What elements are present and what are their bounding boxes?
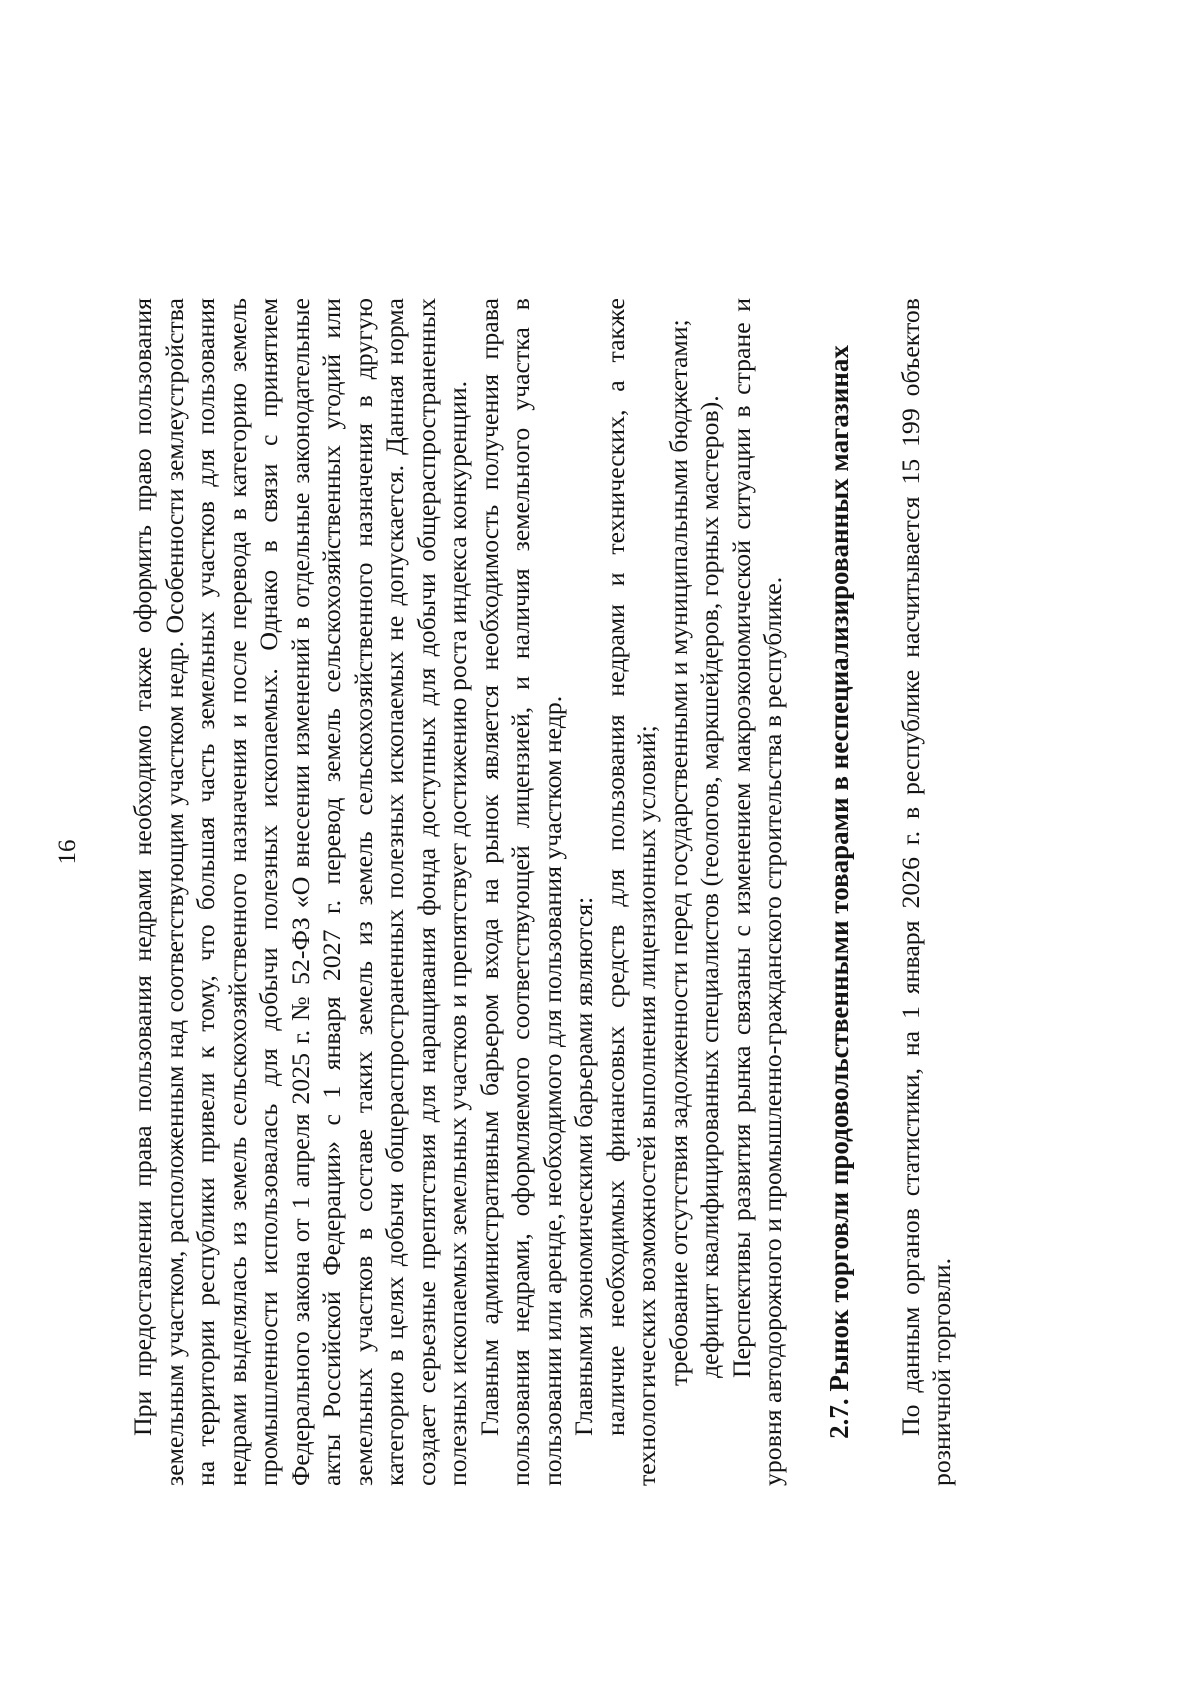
page-number: 16 — [54, 839, 81, 865]
list-item-specialist-shortage: дефицит квалифицированных специалистов (геологов, маркшейдеров, горных мастеров). — [695, 395, 724, 1378]
list-item-no-debt: требование отсутствия задолженности перед государственными и муниципальными бюджетами; — [663, 319, 693, 1386]
section-heading: 2.7. Рынок торговли продовольственными товарами в неспециализированных магазинах — [823, 345, 854, 1439]
paragraph-administrative-barrier: Главным административным барьером входа на рынок является необходимость получения права пользования недрами, оформляемого соответствующей лицензией, и наличия земельного участка в пользовании или аренде, необходимого для пользования участком недр. — [474, 298, 567, 1486]
paragraph-economic-barriers-intro: Главными экономическими барьерами являются: — [569, 896, 598, 1436]
paragraph-retail-statistics: По данным органов статистики, на 1 января 2026 г. в республике насчитывается 15 199 объектов розничной торговли. — [895, 298, 956, 1486]
page-content — [127, 298, 958, 1486]
paragraph-market-prospects: Перспективы развития рынка связаны с изменением макроэкономической ситуации в стране и уровня автодорожного и промышленно-гражданского строительства в республике. — [726, 298, 787, 1486]
list-item-financial-means: наличие необходимых финансовых средств для пользования недрами и технических, а также технологических возможностей выполнения лицензионных условий; — [600, 298, 661, 1486]
paragraph-land-use-rights: При предоставлении права пользования недрами необходимо также оформить право пользования земельным участком, расположенным над соответствующим участком недр. Особенности землеустройства на территории республики привели к тому, что большая часть земельных участков для пользования недрами выделялась из земель сельскохозяйственного назначения и после перевода в категорию земель промышленности использовалась для добычи полезных ископаемых. Однако в связи с принятием Федерального закона от 1 апреля 2025 г. № 52-ФЗ «О внесении изменений в отдельные законодательные акты Российской Федерации» с 1 января 2027 г. перевод земель сельскохозяйственных угодий или земельных участков в составе таких земель из земель сельскохозяйственного назначения в другую категорию в целях добычи общераспространенных полезных ископаемых не допускается. Данная норма создает серьезные препятствия для наращивания фонда доступных для добычи общераспространенных полезных ископаемых земельных участков и препятствует достижению роста индекса конкуренции. — [128, 298, 472, 1486]
